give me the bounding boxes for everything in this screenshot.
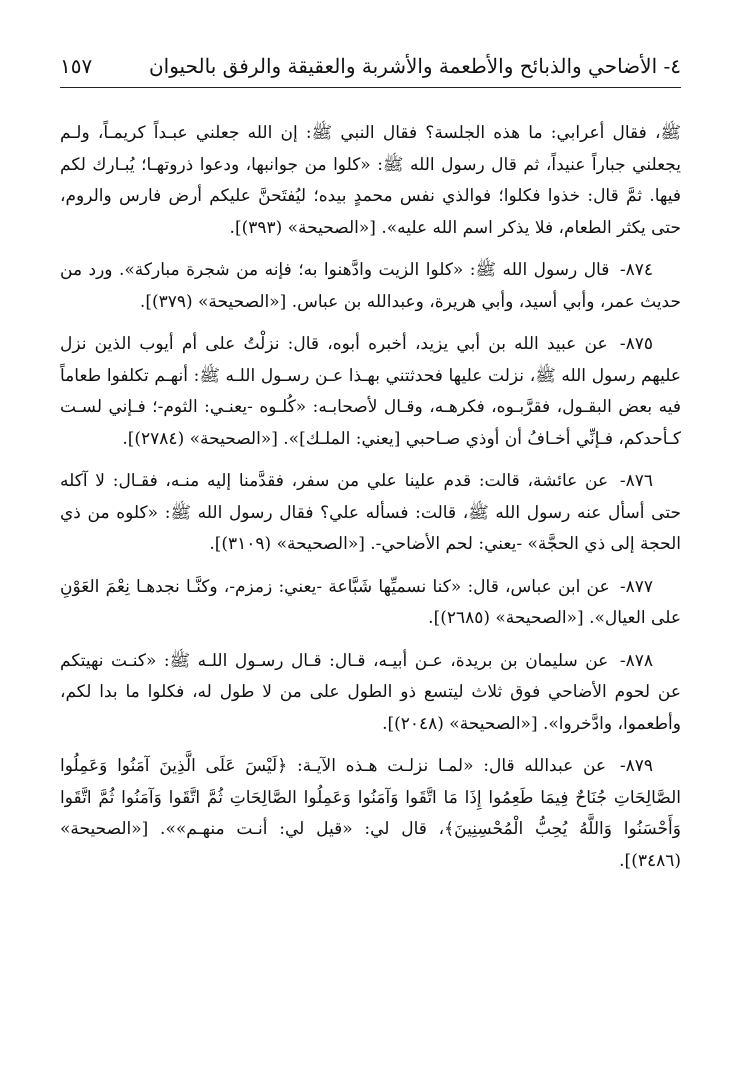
paragraph-text: عن عبيد الله بن أبي يزيد، أخبره أبوه، قال: نزلْتُ على أم أيوب الذين نزل عليهم رسول الله ﷺ، نزلت عليها فحدثتني بهـذا عـن رسـول اللـه ﷺ: أنهـم تكلفوا طعاماً فيه بعض البقـول، فقرَّبـوه، فكرهـه، وقـال لأصحابـه: «كُلـوه -يعنـي: الثوم-؛ فـإني لسـت كـأحدكم، فـإنِّي أخـافُ أن أوذي صـاحبي [يعني: الملـك]». [«الصحيحة» (٢٧٨٤)]. — [60, 334, 681, 449]
running-header — [60, 46, 681, 86]
hadith-number: ٨٧٥- — [619, 334, 653, 354]
hadith-877 — [60, 572, 681, 635]
hadith-874 — [60, 255, 681, 318]
hadith-879 — [60, 751, 681, 877]
paragraph-text: عن ابن عباس، قال: «كنا نسميِّها شَبَّاعة -يعني: زمزم-، وكنَّـا نجدهـا نِعْمَ العَوْنِ على العيال». [«الصحيحة» (٢٦٨٥)]. — [60, 576, 681, 628]
paragraph-text: عن عائشة، قالت: قدم علينا علي من سفر، فقدَّمنا إليه منـه، فقـال: لا آكله حتى أسأل عنه رسول الله ﷺ، قالت: فسأله علي؟ فقال رسول الله ﷺ: «كلوه من ذي الحجة إلى ذي الحجَّة» -يعني: لحم الأضاحي-. [«الصحيحة» (٣١٠٩)]. — [60, 471, 681, 554]
paragraph-text: عن عبدالله قال: «لمـا نزلـت هـذه الآيـة: ﴿لَيْسَ عَلَى الَّذِينَ آمَنُوا وَعَمِلُوا الصَّالِحَاتِ جُنَاحٌ فِيمَا طَعِمُوا إِذَا مَا اتَّقَوا وَآمَنُوا وَعَمِلُوا الصَّالِحَاتِ ثُمَّ اتَّقَوا وَآمَنُوا ثُمَّ اتَّقَوا وَأَحْسَنُوا وَاللَّهُ يُحِبُّ الْمُحْسِنِينَ﴾، قال لي: «قيل لي: أنـت منهـم»». [«الصحيحة» (٣٤٨٦)]. — [60, 756, 681, 871]
header-divider — [60, 87, 681, 88]
paragraph-text: عن سليمان بن بريدة، عـن أبيـه، قـال: قـال رسـول اللـه ﷺ: «كنـت نهيتكم عن لحوم الأضاحي فوق ثلاث ليتسع ذو الطول على من لا طول له، فكلوا ما بدا لكم، وأطعموا، وادَّخروا». [«الصحيحة» (٢٠٤٨)]. — [60, 650, 681, 734]
hadith-number: ٨٧٦- — [619, 471, 654, 491]
hadith-876 — [60, 466, 681, 561]
paragraph-continuation — [60, 118, 681, 244]
hadith-number: ٨٧٩- — [619, 756, 653, 776]
hadith-878 — [60, 646, 681, 741]
hadith-number: ٨٧٤- — [619, 260, 654, 280]
page-body — [60, 118, 681, 888]
hadith-number: ٨٧٨- — [619, 650, 653, 671]
page-number: ١٥٧ — [60, 54, 93, 78]
hadith-number: ٨٧٧- — [619, 576, 654, 597]
paragraph-text: قال رسول الله ﷺ: «كلوا الزيت وادَّهنوا به؛ فإنه من شجرة مباركة». ورد من حديث عمر، وأبي أسيد، وأبي هريرة، وعبدالله بن عباس. [«الصحيحة» (٣٧٩)]. — [60, 260, 681, 312]
hadith-875 — [60, 329, 681, 455]
chapter-title: ٤- الأضاحي والذبائح والأطعمة والأشربة والعقيقة والرفق بالحيوان — [148, 54, 681, 78]
paragraph-text: ﷺ، فقال أعرابي: ما هذه الجلسة؟ فقال النبي ﷺ: إن الله جعلني عبـداً كريمـاً، ولـم يجعلني جباراً عنيداً، ثم قال رسول الله ﷺ: «كلوا من جوانبها، ودعوا ذروتهـا؛ يُبـارك لكم فيها. ثمَّ قال: خذوا فكلوا؛ فوالذي نفس محمدٍ بيده؛ ليُفتَحنَّ عليكم أرض فارس والروم، حتى يكثر الطعام، فلا يذكر اسم الله عليه». [«الصحيحة» (٣٩٣)]. — [60, 123, 681, 238]
